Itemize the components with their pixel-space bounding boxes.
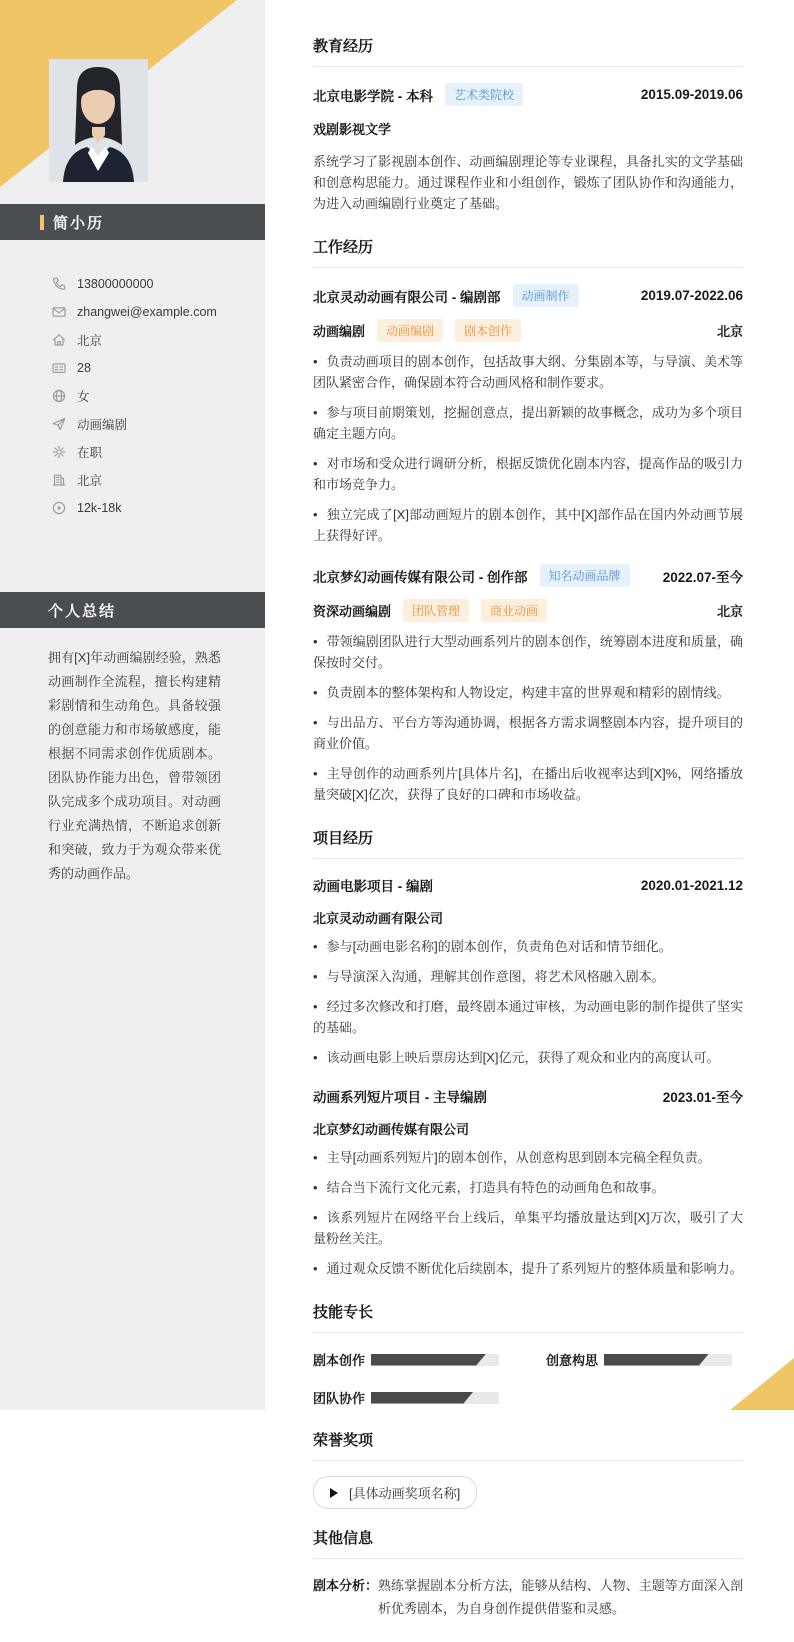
skill-bar-track	[371, 1392, 499, 1404]
education-major: 戏剧影视文学	[313, 122, 392, 137]
company-tag: 知名动画品牌	[540, 564, 630, 587]
bullet-dot: •	[313, 766, 318, 781]
other-title: 其他信息	[313, 1527, 743, 1559]
work-role-tag: 动画编剧	[377, 319, 443, 342]
contact-item-hometown	[52, 326, 217, 354]
company-name: 北京梦幻动画传媒有限公司 - 创作部	[313, 569, 528, 585]
bullet-dot: •	[313, 1210, 318, 1225]
phone-icon	[52, 277, 66, 291]
bullet-dot: •	[313, 354, 318, 369]
contact-age-value: 28	[77, 361, 91, 375]
globe-icon	[52, 389, 66, 403]
home-icon	[52, 333, 66, 347]
name-accent-bar	[40, 215, 44, 230]
other-info-label: 剧本分析：	[313, 1578, 379, 1593]
contact-city-value: 北京	[77, 474, 103, 488]
work-role: 资深动画编剧	[313, 604, 392, 619]
skill-bar-track	[371, 1354, 499, 1366]
contact-email-value: zhangwei@example.com	[77, 305, 217, 319]
work-role: 动画编剧	[313, 324, 366, 339]
work-entry-subheader	[313, 599, 743, 622]
section-education	[313, 35, 743, 214]
project-date: 2023.01-至今	[662, 1090, 743, 1105]
project-name: 动画系列短片项目 - 主导编剧	[313, 1090, 487, 1105]
project-entry-header	[313, 1086, 743, 1106]
school-tag: 艺术类院校	[445, 83, 523, 106]
work-role-tag: 团队管理	[403, 599, 469, 622]
work-entry	[313, 284, 743, 546]
contact-salary-value: 12k-18k	[77, 501, 122, 515]
send-icon	[52, 417, 66, 431]
bullet-dot: •	[313, 507, 318, 522]
work-title: 工作经历	[313, 236, 743, 268]
building-icon	[52, 473, 66, 487]
bullet-dot: •	[313, 715, 318, 730]
contact-item-age	[52, 354, 217, 382]
contact-item-phone	[52, 270, 217, 298]
project-bullet: • 主导[动画系列短片]的剧本创作，从创意构思到剧本完稿全程负责。	[313, 1150, 711, 1165]
profile-photo	[49, 59, 148, 182]
section-awards	[313, 1429, 743, 1509]
skills-title: 技能专长	[313, 1301, 743, 1333]
contact-item-position	[52, 410, 217, 438]
work-role-tag: 商业动画	[481, 599, 547, 622]
section-projects	[313, 827, 743, 1279]
project-entry	[313, 875, 743, 1068]
play-icon	[330, 1488, 338, 1498]
work-date: 2019.07-2022.06	[640, 288, 743, 303]
education-entry-header	[313, 83, 743, 106]
summary-title: 个人总结	[48, 602, 117, 620]
contact-hometown-value: 北京	[77, 334, 103, 348]
project-date: 2020.01-2021.12	[640, 877, 743, 893]
project-bullet: • 通过观众反馈不断优化后续剧本，提升了系列短片的整体质量和影响力。	[313, 1261, 743, 1276]
contact-phone-value: 13800000000	[77, 277, 154, 291]
bullet-dot: •	[313, 939, 318, 954]
project-bullet: • 该系列短片在网络平台上线后，单集平均播放量达到[X]万次，吸引了大量粉丝关注。	[313, 1210, 743, 1246]
project-company: 北京灵动动画有限公司	[313, 911, 444, 926]
bullet-dot: •	[313, 456, 318, 471]
work-bullet: • 对市场和受众进行调研分析，根据反馈优化剧本内容，提高作品的吸引力和市场竞争力。	[313, 456, 743, 492]
project-bullet: • 经过多次修改和打磨，最终剧本通过审核，为动画电影的制作提供了坚实的基础。	[313, 999, 743, 1035]
skills-grid	[313, 1350, 743, 1407]
education-title: 教育经历	[313, 35, 743, 67]
contact-status-value: 在职	[77, 446, 103, 460]
contact-item-salary	[52, 494, 217, 522]
skill-bar-fill	[371, 1392, 473, 1404]
name-text: 简小历	[53, 214, 105, 232]
work-entry-subheader	[313, 319, 743, 342]
skill-label: 剧本创作	[313, 1353, 366, 1368]
contact-item-email	[52, 298, 217, 326]
skill-bar-fill	[371, 1354, 486, 1366]
sidebar	[0, 0, 265, 1410]
award-name: [具体动画奖项名称]	[349, 1486, 461, 1501]
skill-bar-fill	[604, 1354, 709, 1366]
contact-gender-value: 女	[77, 390, 90, 404]
project-bullet: • 与导演深入沟通，理解其创作意图，将艺术风格融入剧本。	[313, 969, 665, 984]
work-bullet: • 主导创作的动画系列片[具体片名]，在播出后收视率达到[X]%，网络播放量突破[X]亿次，获得了良好的口碑和市场收益。	[313, 766, 743, 802]
work-location: 北京	[716, 604, 743, 619]
company-tag: 动画制作	[513, 284, 579, 307]
work-bullet: • 带领编剧团队进行大型动画系列片的剧本创作，统筹剧本进度和质量，确保按时交付。	[313, 634, 743, 670]
project-bullet: • 参与[动画电影名称]的剧本创作，负责角色对话和情节细化。	[313, 939, 672, 954]
work-role-tag: 剧本创作	[455, 319, 521, 342]
bullet-dot: •	[313, 1050, 318, 1065]
mail-icon	[52, 305, 66, 319]
bullet-dot: •	[313, 1150, 318, 1165]
skill-item	[313, 1388, 510, 1407]
contact-item-status	[52, 438, 217, 466]
skill-bar-track	[604, 1354, 732, 1366]
section-skills	[313, 1301, 743, 1407]
skill-item	[546, 1350, 743, 1369]
awards-title: 荣誉奖项	[313, 1429, 743, 1461]
work-bullet: • 负责动画项目的剧本创作，包括故事大纲、分集剧本等，与导演、美术等团队紧密合作，确保剧本符合动画风格和制作要求。	[313, 354, 743, 390]
work-bullet: • 独立完成了[X]部动画短片的剧本创作，其中[X]部作品在国内外动画节展上获得好评。	[313, 507, 743, 543]
gear-icon	[52, 445, 66, 459]
work-entry	[313, 564, 743, 805]
project-name: 动画电影项目 - 编剧	[313, 879, 433, 894]
skill-item	[313, 1350, 510, 1369]
project-entry	[313, 1086, 743, 1279]
bullet-dot: •	[313, 969, 318, 984]
other-info-text: 熟练掌握剧本分析方法，能够从结构、人物、主题等方面深入剖析优秀剧本，为自身创作提供借鉴和灵感。	[378, 1578, 743, 1616]
target-icon	[52, 501, 66, 515]
work-location: 北京	[716, 324, 743, 339]
project-company: 北京梦幻动画传媒有限公司	[313, 1122, 470, 1137]
skill-label: 团队协作	[313, 1391, 366, 1406]
contact-item-city	[52, 466, 217, 494]
award-item[interactable]	[313, 1476, 477, 1509]
summary-header	[0, 592, 265, 628]
school-name: 北京电影学院 - 本科	[313, 88, 433, 104]
work-entry-header	[313, 564, 743, 587]
projects-title: 项目经历	[313, 827, 743, 859]
company-name: 北京灵动动画有限公司 - 编剧部	[313, 289, 501, 305]
section-work	[313, 236, 743, 805]
bullet-dot: •	[313, 999, 318, 1014]
summary-text: 拥有[X]年动画编剧经验，熟悉动画制作全流程，擅长构建精彩剧情和生动角色。具备较强的创意能力和市场敏感度，能根据不同需求创作优质剧本。团队协作能力出色，曾带领团队完成多个成功项目。对动画行业充满热情，不断追求创新和突破，致力于为观众带来优秀的动画作品。	[48, 650, 221, 881]
education-date: 2015.09-2019.06	[640, 87, 743, 102]
education-description: 系统学习了影视剧本创作、动画编剧理论等专业课程，具备扎实的文学基础和创意构思能力。通过课程作业和小组创作，锻炼了团队协作和沟通能力，为进入动画编剧行业奠定了基础。	[313, 154, 743, 211]
section-other	[313, 1527, 743, 1620]
bullet-dot: •	[313, 1180, 318, 1195]
contact-item-gender	[52, 382, 217, 410]
work-entry-header	[313, 284, 743, 307]
bullet-dot: •	[313, 405, 318, 420]
main-content	[313, 35, 743, 1642]
project-entry-header	[313, 875, 743, 895]
other-info-row	[313, 1574, 743, 1620]
work-bullet: • 与出品方、平台方等沟通协调，根据各方需求调整剧本内容，提升项目的商业价值。	[313, 715, 743, 751]
id-card-icon	[52, 361, 66, 375]
project-bullet: • 该动画电影上映后票房达到[X]亿元，获得了观众和业内的高度认可。	[313, 1050, 720, 1065]
work-bullet: • 参与项目前期策划，挖掘创意点，提出新颖的故事概念，成功为多个项目确定主题方向。	[313, 405, 743, 441]
work-bullet: • 负责剧本的整体架构和人物设定，构建丰富的世界观和精彩的剧情线。	[313, 685, 730, 700]
work-date: 2022.07-至今	[662, 569, 743, 585]
bullet-dot: •	[313, 685, 318, 700]
contact-position-value: 动画编剧	[77, 418, 128, 432]
bullet-dot: •	[313, 634, 318, 649]
project-bullet: • 结合当下流行文化元素，打造具有特色的动画角色和故事。	[313, 1180, 665, 1195]
bullet-dot: •	[313, 1261, 318, 1276]
name-header	[0, 204, 265, 240]
contact-list	[52, 270, 217, 522]
skill-label: 创意构思	[546, 1353, 599, 1368]
profile-photo-illustration	[49, 59, 148, 182]
